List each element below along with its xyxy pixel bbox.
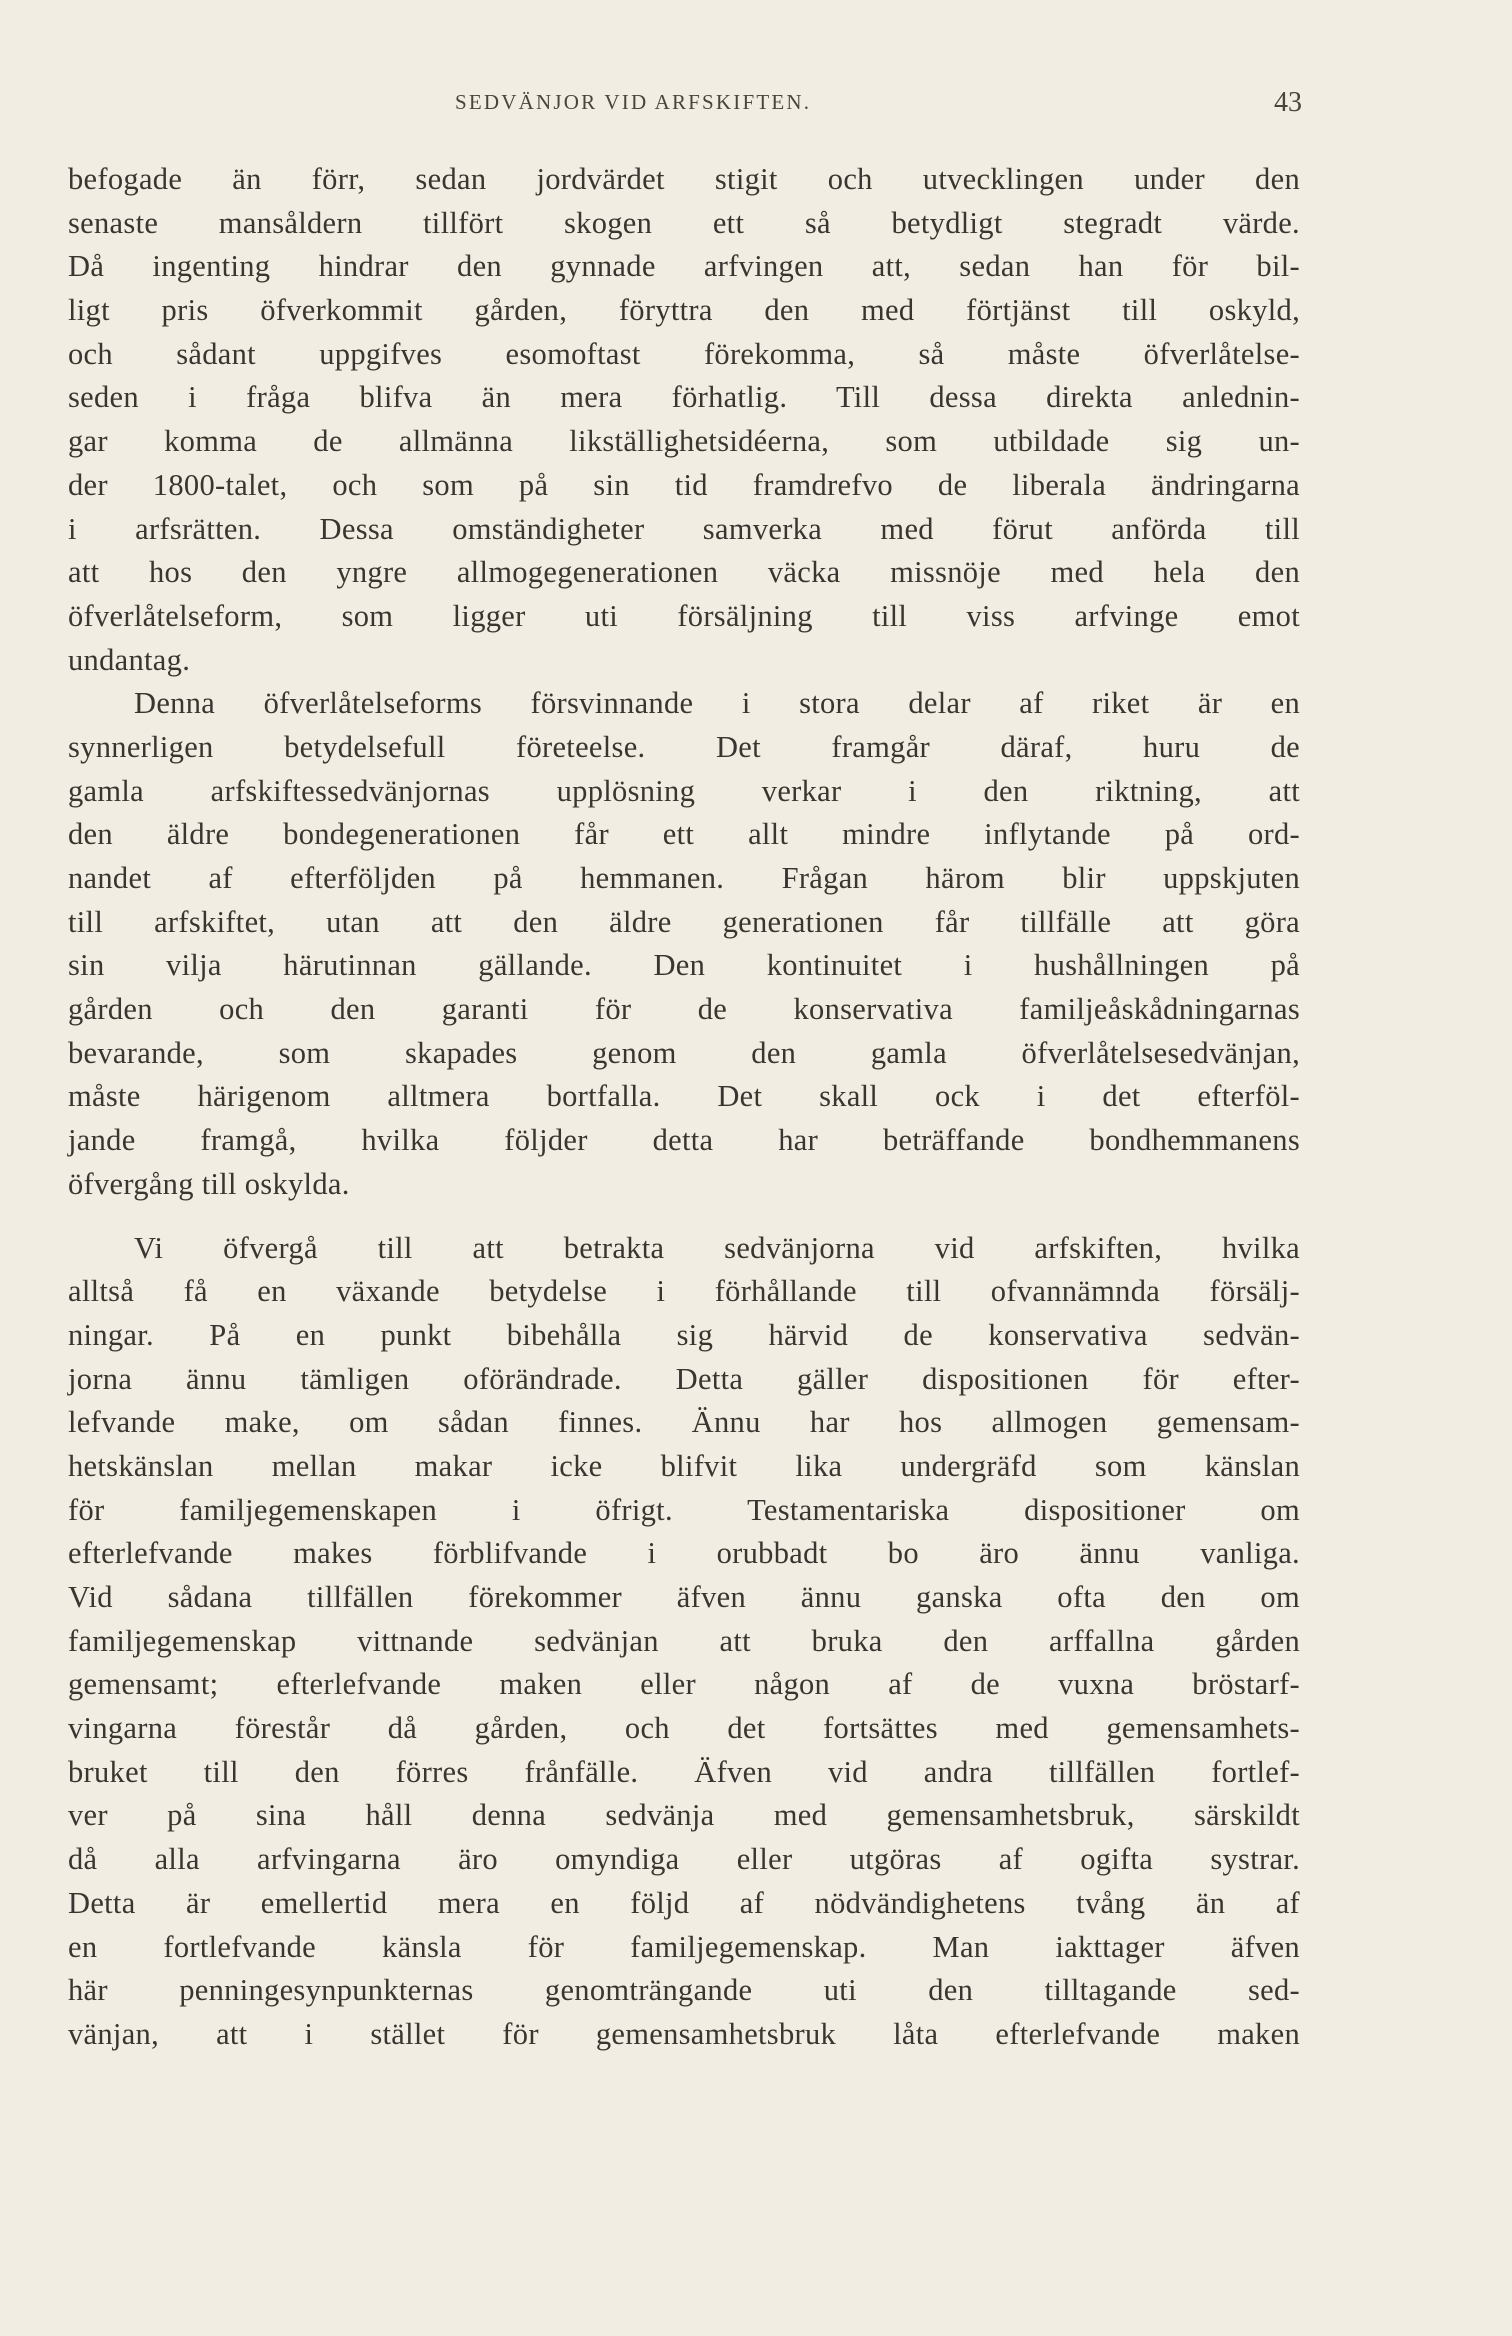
text-line: måste härigenom alltmera bortfalla. Det skall ock i det efterföl- xyxy=(68,1079,1300,1114)
text-line: sin vilja härutinnan gällande. Den kontinuitet i hushållningen på xyxy=(68,948,1300,983)
text-line: alltså få en växande betydelse i förhållande till ofvannämnda försälj- xyxy=(68,1274,1300,1309)
text-line: till arfskiftet, utan att den äldre generationen får tillfälle att göra xyxy=(68,904,1300,939)
text-line: jorna ännu tämligen oförändrade. Detta gäller dispositionen för efter- xyxy=(68,1361,1300,1396)
page-header xyxy=(0,87,1512,126)
text-line: öfvergång till oskylda. xyxy=(68,1166,350,1201)
text-line: efterlefvande makes förblifvande i orubbadt bo äro ännu vanliga. xyxy=(68,1536,1300,1571)
page-number: 43 xyxy=(1274,87,1302,118)
text-line: Då ingenting hindrar den gynnade arfvingen att, sedan han för bil- xyxy=(68,249,1300,284)
paragraph-spacer xyxy=(68,1207,1300,1227)
text-line: ligt pris öfverkommit gården, föryttra den med förtjänst till oskyld, xyxy=(68,293,1300,328)
text-line: gemensamt; efterlefvande maken eller någon af de vuxna bröstarf- xyxy=(68,1667,1300,1702)
text-line: vänjan, att i stället för gemensamhetsbruk låta efterlefvande maken xyxy=(68,2016,1300,2051)
text-line: Vid sådana tillfällen förekommer äfven ännu ganska ofta den om xyxy=(68,1580,1300,1614)
text-line: och sådant uppgifves esomoftast förekomma, så måste öfverlåtelse- xyxy=(68,336,1300,371)
text-line: gamla arfskiftessedvänjornas upplösning verkar i den riktning, att xyxy=(68,773,1300,808)
text-line: öfverlåtelseform, som ligger uti försäljning till viss arfvinge emot xyxy=(68,598,1300,633)
body-text xyxy=(68,158,1300,2057)
paragraph-2 xyxy=(68,682,1300,1206)
text-line: ningar. På en punkt bibehålla sig härvid de konservativa sedvän- xyxy=(68,1317,1300,1352)
text-line: vingarna förestår då gården, och det fortsättes med gemensamhets- xyxy=(68,1711,1300,1746)
text-line: lefvande make, om sådan finnes. Ännu har hos allmogen gemensam- xyxy=(68,1405,1300,1440)
paragraph-1 xyxy=(68,158,1300,682)
text-line: bruket till den förres frånfälle. Äfven vid andra tillfällen fortlef- xyxy=(68,1754,1300,1789)
text-line: der 1800-talet, och som på sin tid framdrefvo de liberala ändringarna xyxy=(68,467,1300,502)
text-line: nandet af efterföljden på hemmanen. Frågan härom blir uppskjuten xyxy=(68,861,1300,895)
text-line: ver på sina håll denna sedvänja med gemensamhetsbruk, särskildt xyxy=(68,1798,1300,1833)
text-line: här penningesynpunkternas genomträngande uti den tilltagande sed- xyxy=(68,1973,1300,2008)
text-line: för familjegemenskapen i öfrigt. Testamentariska dispositioner om xyxy=(68,1492,1300,1527)
paragraph-3 xyxy=(68,1227,1300,2057)
text-line: jande framgå, hvilka följder detta har beträffande bondhemmanens xyxy=(68,1123,1300,1158)
text-line: familjegemenskap vittnande sedvänjan att bruka den arffallna gården xyxy=(68,1623,1300,1658)
text-line: den äldre bondegenerationen får ett allt mindre inflytande på ord- xyxy=(68,817,1300,852)
text-line: gar komma de allmänna likställighetsidéerna, som utbildade sig un- xyxy=(68,424,1300,459)
text-line: undantag. xyxy=(68,642,191,677)
text-line: gården och den garanti för de konservativa familjeåskådningarnas xyxy=(68,992,1300,1027)
text-line: att hos den yngre allmogegenerationen väcka missnöje med hela den xyxy=(68,555,1300,590)
text-line: synnerligen betydelsefull företeelse. Det framgår däraf, huru de xyxy=(68,729,1300,764)
text-line: seden i fråga blifva än mera förhatlig. Till dessa direkta anlednin- xyxy=(68,380,1300,415)
text-line: en fortlefvande känsla för familjegemenskap. Man iakttager äfven xyxy=(68,1929,1300,1964)
text-line: hetskänslan mellan makar icke blifvit lika undergräfd som känslan xyxy=(68,1448,1300,1483)
text-line: Detta är emellertid mera en följd af nödvändighetens tvång än af xyxy=(68,1885,1300,1920)
running-title: SEDVÄNJOR VID ARFSKIFTEN. xyxy=(455,90,812,114)
text-line: då alla arfvingarna äro omyndiga eller utgöras af ogifta systrar. xyxy=(68,1842,1300,1877)
text-line: bevarande, som skapades genom den gamla öfverlåtelsesedvänjan, xyxy=(68,1035,1300,1070)
text-line: Vi öfvergå till att betrakta sedvänjorna vid arfskiften, hvilka xyxy=(134,1230,1300,1265)
text-line: senaste mansåldern tillfört skogen ett så betydligt stegradt värde. xyxy=(68,205,1300,240)
text-line: i arfsrätten. Dessa omständigheter samverka med förut anförda till xyxy=(68,511,1300,546)
text-line: Denna öfverlåtelseforms försvinnande i stora delar af riket är en xyxy=(134,686,1300,721)
text-line: befogade än förr, sedan jordvärdet stigit och utvecklingen under den xyxy=(68,162,1300,196)
